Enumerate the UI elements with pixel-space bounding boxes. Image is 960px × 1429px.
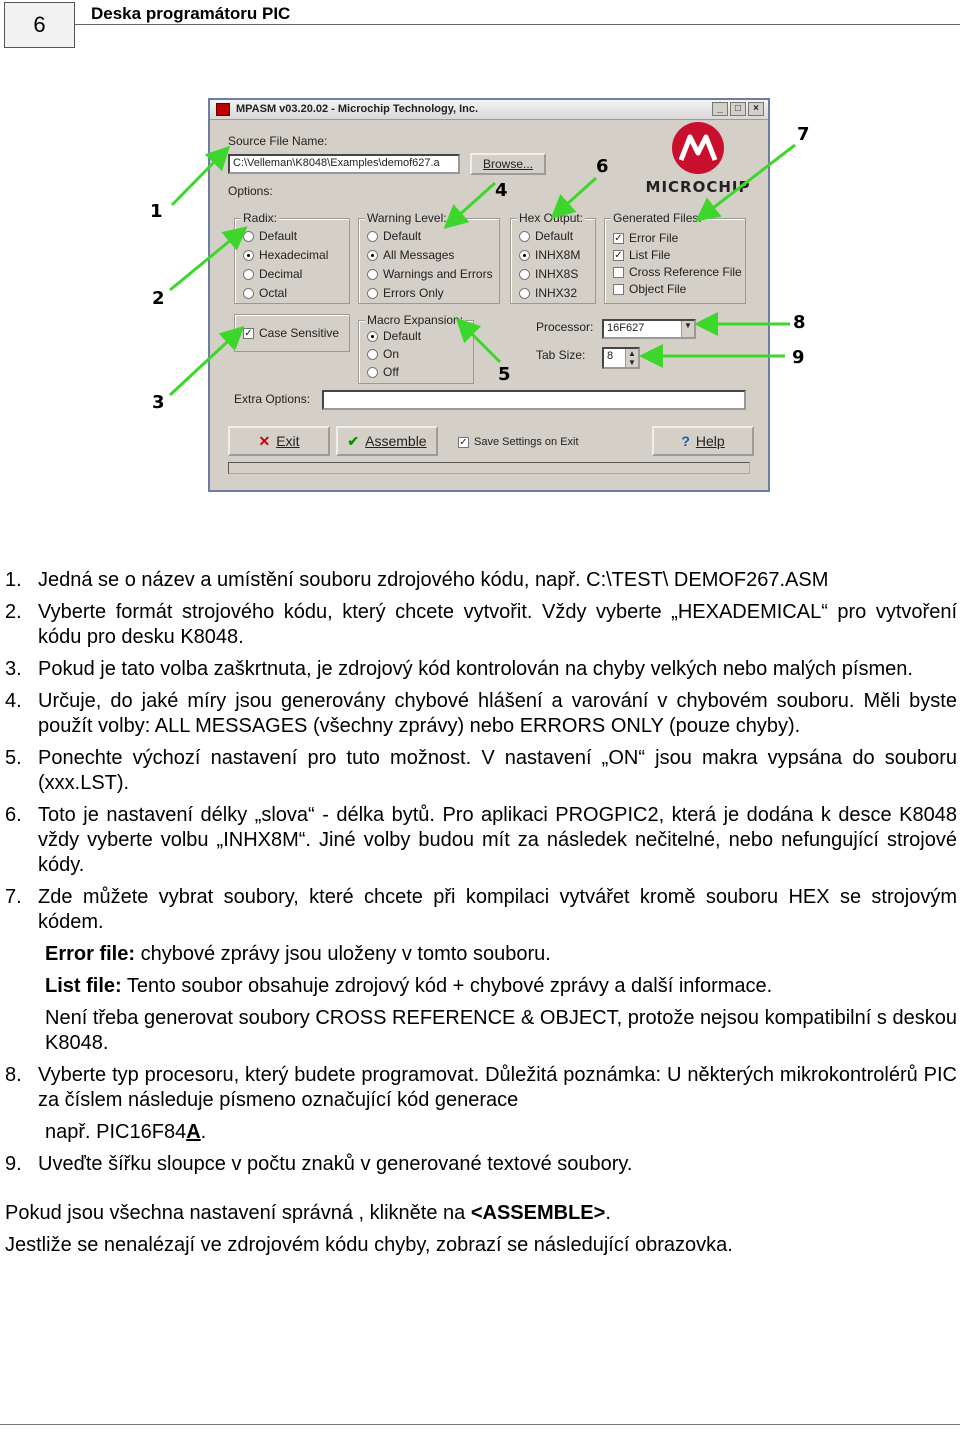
microchip-logo [640, 118, 756, 200]
option-label: INHX8S [535, 267, 579, 281]
radio-button[interactable] [367, 331, 378, 342]
radio-button[interactable] [519, 288, 530, 299]
radio-button[interactable] [243, 231, 254, 242]
assemble-label: Assemble [365, 433, 427, 449]
annotation-4: 4 [495, 180, 508, 201]
save-settings-label: Save Settings on Exit [474, 436, 579, 448]
option-label: Default [383, 229, 422, 243]
option-label: INHX8M [535, 248, 581, 262]
radio-button[interactable] [367, 367, 378, 378]
source-file-label: Source File Name: [228, 134, 328, 148]
option-label: Object File [629, 282, 687, 296]
generated-option-error-file[interactable] [613, 231, 678, 245]
page-header-title: Deska programátoru PIC [91, 4, 291, 23]
annotation-6: 6 [596, 156, 609, 177]
annotation-5: 5 [498, 364, 511, 385]
annotation-3: 3 [152, 392, 165, 413]
annotation-1: 1 [150, 201, 163, 222]
case-sensitive-option[interactable] [243, 326, 339, 340]
option-label: Off [383, 365, 399, 379]
warning-option-errors-only[interactable] [367, 286, 444, 300]
hex-option-inhx32[interactable] [519, 286, 577, 300]
option-label: Default [535, 229, 574, 243]
option-label: Octal [259, 286, 288, 300]
list-file-note: List file: Tento soubor obsahuje zdrojový kód + chybové zprávy a další informace. [45, 975, 773, 997]
radix-title: Radix: [243, 211, 278, 225]
minimize-icon[interactable]: _ [712, 102, 728, 116]
option-label: INHX32 [535, 286, 578, 300]
annotation-2: 2 [152, 288, 165, 309]
radio-button[interactable] [243, 269, 254, 280]
list-item: 3. Pokud je tato volba zaškrtnuta, je zdrojový kód kontrolován na chyby velkých nebo malých písmen. [5, 658, 913, 680]
option-label: Cross Reference File [629, 265, 742, 279]
assemble-button[interactable] [336, 426, 438, 456]
option-label: Errors Only [383, 286, 444, 300]
exit-label: Exit [276, 433, 300, 449]
warning-option-default[interactable] [367, 229, 421, 243]
macro-option-on[interactable] [367, 347, 399, 361]
microchip-logo-text: MICROCHIP [645, 178, 751, 196]
browse-label: Browse... [482, 157, 533, 171]
case-sensitive-label: Case Sensitive [259, 326, 340, 340]
option-label: List File [629, 248, 671, 262]
list-item: 9. Uveďte šířku sloupce v počtu znaků v generované textové soubory. [5, 1153, 633, 1175]
status-bar [228, 462, 750, 474]
spinner-arrows-icon[interactable]: ▲ ▼ [625, 349, 638, 367]
generated-option-list-file[interactable] [613, 248, 670, 262]
browse-button[interactable] [470, 153, 546, 175]
checkbox[interactable]: ✓ [614, 249, 623, 261]
no-errors-note: Jestliže se nenalézají ve zdrojovém kódu chyby, zobrazí se následující obrazovka. [5, 1234, 733, 1256]
option-label: Hexadecimal [259, 248, 329, 262]
mpasm-window-screenshot [208, 98, 770, 492]
radix-group [234, 211, 350, 304]
chevron-down-icon[interactable]: ▼ [681, 321, 694, 337]
header-divider [75, 24, 960, 25]
list-item: 6. Toto je nastavení délky „slova“ - délka bytů. Pro aplikaci PROGPIC2, která je dodána k desce K8048 vždy vyberte volbu „INHX8M“. Jiné volby budou mít za následek nečitelné, nebo nefungující strojové kódy. [5, 804, 957, 876]
radio-button[interactable] [519, 250, 530, 261]
radio-button[interactable] [243, 250, 254, 261]
radix-option-decimal[interactable] [243, 267, 302, 281]
radix-option-default[interactable] [243, 229, 297, 243]
tab-size-label: Tab Size: [536, 348, 586, 362]
cross-reference-note: Není třeba generovat soubory CROSS REFERENCE & OBJECT, protože nejsou kompatibilní s deskou K8048. [45, 1007, 957, 1054]
extra-options-input[interactable] [322, 390, 746, 410]
window-title: MPASM v03.20.02 - Microchip Technology, Inc. [236, 103, 479, 115]
radio-button[interactable] [367, 349, 378, 360]
radio-button[interactable] [367, 288, 378, 299]
annotation-7: 7 [797, 124, 810, 145]
save-settings-option[interactable] [458, 436, 579, 448]
save-settings-checkbox[interactable]: ✓ [459, 436, 468, 448]
processor-example: např. PIC16F84A. [45, 1121, 207, 1143]
option-label: Default [259, 229, 298, 243]
list-item: 8. Vyberte typ procesoru, který budete programovat. Důležitá poznámka: U některých mikrokontrolérů PIC za číslem následuje písmeno označující kód generace [5, 1064, 957, 1111]
checkbox[interactable] [613, 267, 624, 278]
radix-option-hexadecimal[interactable] [243, 248, 328, 262]
generated-files-title: Generated Files: [613, 211, 702, 225]
hex-output-group [510, 211, 596, 304]
list-item: 4. Určuje, do jaké míry jsou generovány chybové hlášení a varování v chybovém souboru. Měli byste použít volby: ALL MESSAGES (všechny zprávy) nebo ERRORS ONLY (pouze chyby). [5, 690, 957, 737]
option-label: Error File [629, 231, 679, 245]
radio-button[interactable] [519, 269, 530, 280]
instructions-text [5, 568, 957, 1265]
macro-expansion-group [358, 313, 474, 384]
hex-option-inhx8m[interactable] [519, 248, 580, 262]
close-icon[interactable]: × [748, 102, 764, 116]
option-label: Decimal [259, 267, 303, 281]
radio-button[interactable] [367, 250, 378, 261]
option-label: All Messages [383, 248, 455, 262]
macro-option-off[interactable] [367, 365, 399, 379]
radio-button[interactable] [243, 288, 254, 299]
source-file-input[interactable]: C:\Velleman\K8048\Examples\demof627.a [228, 154, 460, 174]
help-icon: ? [681, 433, 690, 449]
checkbox[interactable]: ✓ [614, 232, 623, 244]
option-label: Warnings and Errors [383, 267, 493, 281]
checkbox[interactable] [613, 284, 624, 295]
microchip-logo-icon [672, 122, 724, 174]
help-label: Help [695, 433, 725, 449]
options-label: Options: [228, 184, 273, 198]
list-item: 5. Ponechte výchozí nastavení pro tuto možnost. V nastavení „ON“ jsou makra vypsána do souboru (xxx.LST). [5, 747, 957, 794]
radio-button[interactable] [367, 269, 378, 280]
processor-select[interactable] [602, 319, 696, 339]
exit-button[interactable] [228, 426, 330, 456]
window-titlebar [210, 100, 768, 120]
hex-option-inhx8s[interactable] [519, 267, 578, 281]
generated-files-group [604, 211, 746, 304]
option-label: Default [383, 329, 422, 343]
processor-label: Processor: [536, 320, 594, 334]
radio-button[interactable] [367, 231, 378, 242]
hex-option-default[interactable] [519, 229, 573, 243]
annotation-8: 8 [793, 312, 806, 333]
footer-divider [0, 1424, 960, 1425]
assemble-instruction: Pokud jsou všechna nastavení správná , klikněte na <ASSEMBLE>. [5, 1202, 611, 1224]
exit-icon: ✕ [258, 432, 271, 449]
extra-options-label: Extra Options: [234, 392, 311, 406]
tab-size-value: 8 [607, 350, 614, 362]
warning-level-group [358, 211, 500, 304]
maximize-icon[interactable]: □ [730, 102, 746, 116]
page-number: 6 [4, 2, 75, 48]
case-sensitive-group [234, 314, 350, 352]
warning-option-warnings-and-errors[interactable] [367, 267, 493, 281]
list-item: 1. Jedná se o název a umístění souboru zdrojového kódu, např. C:\TEST\ DEMOF267.ASM [5, 569, 829, 591]
radix-option-octal[interactable] [243, 286, 287, 300]
tab-size-spinner[interactable] [602, 347, 640, 369]
processor-value: 16F627 [607, 322, 645, 334]
list-item: 7. Zde můžete vybrat soubory, které chcete při kompilaci vytvářet kromě souboru HEX se strojovým kódem. [5, 886, 957, 933]
generated-option-object-file[interactable] [613, 282, 686, 296]
case-sensitive-checkbox[interactable]: ✓ [244, 327, 253, 339]
closing-text [5, 1201, 957, 1258]
macro-expansion-title: Macro Expansion: [367, 313, 464, 327]
assemble-icon: ✔ [347, 432, 360, 449]
app-icon [216, 103, 230, 116]
list-item: 2. Vyberte formát strojového kódu, který chcete vytvořit. Vždy vyberte „HEXADEMICAL“ pro vytvoření kódu pro desku K8048. [5, 601, 957, 648]
annotation-9: 9 [792, 347, 805, 368]
macro-option-default[interactable] [367, 329, 421, 343]
warning-level-title: Warning Level: [367, 211, 447, 225]
option-label: On [383, 347, 400, 361]
radio-button[interactable] [519, 231, 530, 242]
hex-output-title: Hex Output: [519, 211, 584, 225]
error-file-note: Error file: chybové zprávy jsou uloženy v tomto souboru. [45, 943, 551, 965]
generated-option-cross-reference-file[interactable] [613, 265, 742, 279]
warning-option-all-messages[interactable] [367, 248, 454, 262]
help-button[interactable] [652, 426, 754, 456]
